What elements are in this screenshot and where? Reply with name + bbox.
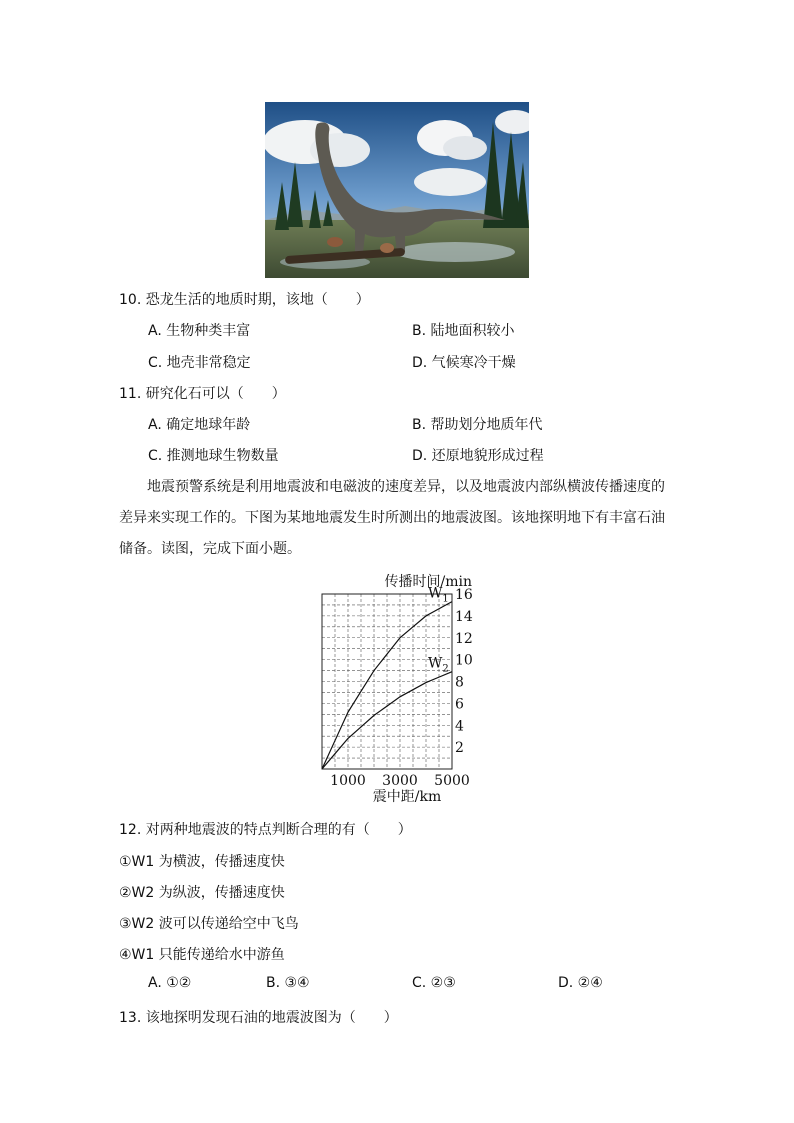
seismic-wave-chart: [310, 570, 490, 810]
dinosaur-illustration: [265, 102, 529, 278]
q12-statement-1: ①W1 为横波，传播速度快: [119, 854, 285, 870]
series-label-w2: $W_2$: [428, 655, 449, 675]
x-tick-label: 3000: [382, 773, 418, 789]
series-label-w1: $W_1$: [428, 585, 449, 605]
passage-line-3: 储备。读图，完成下面小题。: [119, 541, 301, 557]
q12-option-c[interactable]: C. ②③: [412, 975, 456, 991]
q12-statement-3: ③W2 波可以传递给空中飞鸟: [119, 916, 299, 932]
q12-option-b[interactable]: B. ③④: [266, 975, 310, 991]
question-10-stem: 10. 恐龙生活的地质时期，该地（ ）: [119, 292, 370, 308]
passage: [119, 472, 679, 565]
q10-option-d[interactable]: D. 气候寒冷干燥: [412, 355, 516, 371]
q10-option-b[interactable]: B. 陆地面积较小: [412, 323, 515, 339]
y-tick-label: 12: [455, 630, 473, 647]
q10-option-c[interactable]: C. 地壳非常稳定: [148, 355, 251, 371]
q10-option-a[interactable]: A. 生物种类丰富: [148, 323, 251, 339]
question-11-stem: 11. 研究化石可以（ ）: [119, 386, 286, 402]
chart-grid: [322, 594, 452, 769]
y-tick-label: 14: [455, 608, 473, 625]
chart-labels: [330, 573, 473, 805]
x-axis-title: 震中距/km: [372, 789, 442, 805]
q12-option-a[interactable]: A. ①②: [148, 975, 192, 991]
q11-option-b[interactable]: B. 帮助划分地质年代: [412, 417, 543, 433]
q11-option-a[interactable]: A. 确定地球年龄: [148, 417, 251, 433]
passage-line-1: 地震预警系统是利用地震波和电磁波的速度差异，以及地震波内部纵横波传播速度的: [147, 479, 665, 495]
q11-option-d[interactable]: D. 还原地貌形成过程: [412, 448, 544, 464]
y-tick-label: 4: [455, 718, 464, 735]
y-tick-label: 6: [455, 696, 464, 713]
y-tick-label: 10: [455, 652, 473, 669]
question-12-stem: 12. 对两种地震波的特点判断合理的有（ ）: [119, 822, 412, 838]
q11-option-c[interactable]: C. 推测地球生物数量: [148, 448, 279, 464]
y-tick-label: 16: [455, 587, 473, 603]
q12-option-d[interactable]: D. ②④: [558, 975, 603, 991]
x-tick-label: 5000: [434, 773, 470, 789]
y-axis-title: 传播时间/min: [384, 574, 472, 590]
q12-statement-4: ④W1 只能传递给水中游鱼: [119, 947, 285, 963]
y-tick-label: 8: [455, 674, 464, 691]
x-tick-label: 1000: [330, 773, 366, 789]
question-13-stem: 13. 该地探明发现石油的地震波图为（ ）: [119, 1010, 398, 1026]
q12-statement-2: ②W2 为纵波，传播速度快: [119, 885, 285, 901]
y-tick-label: 2: [455, 740, 464, 757]
passage-line-2: 差异来实现工作的。下图为某地地震发生时所测出的地震波图。该地探明地下有丰富石油: [119, 510, 665, 526]
